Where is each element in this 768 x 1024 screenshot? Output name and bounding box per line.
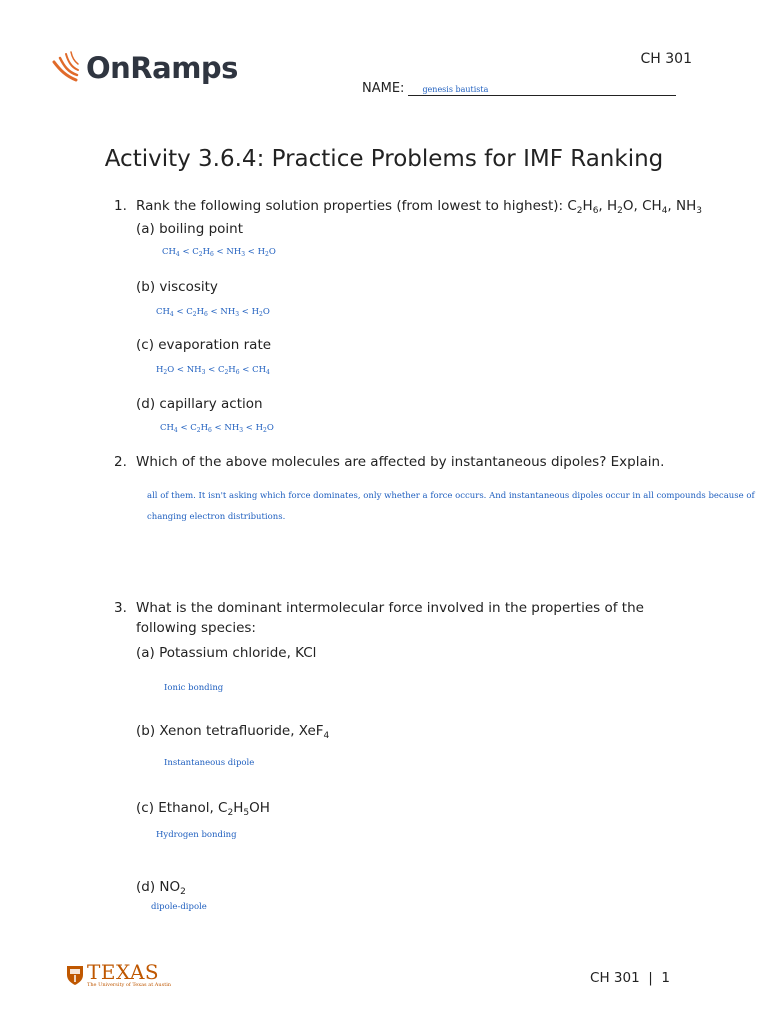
- question-2: [114, 452, 665, 472]
- part-label: (a) boiling point: [136, 221, 244, 237]
- part-label: (a) Potassium chloride, KCl: [136, 645, 317, 661]
- question-number: 1.: [114, 198, 127, 214]
- texas-subtext: The University of Texas at Austin: [87, 982, 172, 988]
- question-number: 2.: [114, 454, 127, 470]
- answer-text: $CH_4 < C_2H_6 < NH_3 < H_2O$: [160, 423, 274, 434]
- question-prompt: Rank the following solution properties (from lowest to highest):: [136, 198, 564, 214]
- answer-text: $CH_4 < C_2H_6 < NH_3 < H_2O$: [162, 247, 276, 258]
- name-value: genesis bautista: [422, 85, 489, 94]
- answer-text: $H_2O < NH_3 < C_2H_6 < CH_4$: [156, 365, 270, 376]
- name-label: NAME:: [362, 81, 405, 96]
- question-prompt: What is the dominant intermolecular force involved in the properties of the: [136, 600, 644, 616]
- part-label: (d) capillary action: [136, 396, 263, 412]
- answer-text: dipole-dipole: [151, 902, 207, 912]
- answer-text: Hydrogen bonding: [156, 830, 237, 840]
- name-field: [362, 80, 676, 96]
- course-code: CH 301: [640, 51, 692, 67]
- ut-texas-logo: [66, 962, 171, 988]
- compound-list: $C_2H_6$, $H_2O$, $CH_4$, $NH_3$: [567, 198, 702, 216]
- part-label: (b) viscosity: [136, 279, 218, 295]
- question-1: [114, 196, 702, 216]
- question-3: [114, 598, 644, 638]
- answer-text: $CH_4 < C_2H_6 < NH_3 < H_2O$: [156, 307, 270, 318]
- question-prompt: Which of the above molecules are affected by instantaneous dipoles? Explain.: [136, 454, 665, 470]
- answer-paragraph: all of them. It isn't asking which force dominates, only whether a force occurs. And instantaneous dipoles occur in all compounds because of changing electron distributions.: [147, 491, 755, 522]
- onramps-swoosh-icon: [50, 48, 82, 88]
- logo-text: OnRamps: [86, 51, 238, 85]
- page-title: Activity 3.6.4: Practice Problems for IMF Ranking: [104, 146, 664, 172]
- question-number: 3.: [114, 600, 127, 616]
- answer-text: Instantaneous dipole: [164, 758, 255, 768]
- part-label: (d) $NO_2$: [136, 879, 186, 897]
- texas-wordmark: [87, 962, 171, 988]
- name-underline: [408, 80, 676, 96]
- onramps-logo: [50, 44, 238, 92]
- part-label: (c) evaporation rate: [136, 337, 272, 353]
- part-label: (b) Xenon tetrafluoride, XeF$_4$: [136, 723, 330, 741]
- shield-icon: [66, 964, 84, 986]
- texas-text: TEXAS: [87, 960, 160, 984]
- answer-text: Ionic bonding: [164, 683, 224, 693]
- question-prompt-cont: following species:: [136, 620, 256, 636]
- part-label: (c) Ethanol, $C_2H_5OH$: [136, 800, 270, 818]
- page-footer: CH 301 | 1: [590, 970, 670, 986]
